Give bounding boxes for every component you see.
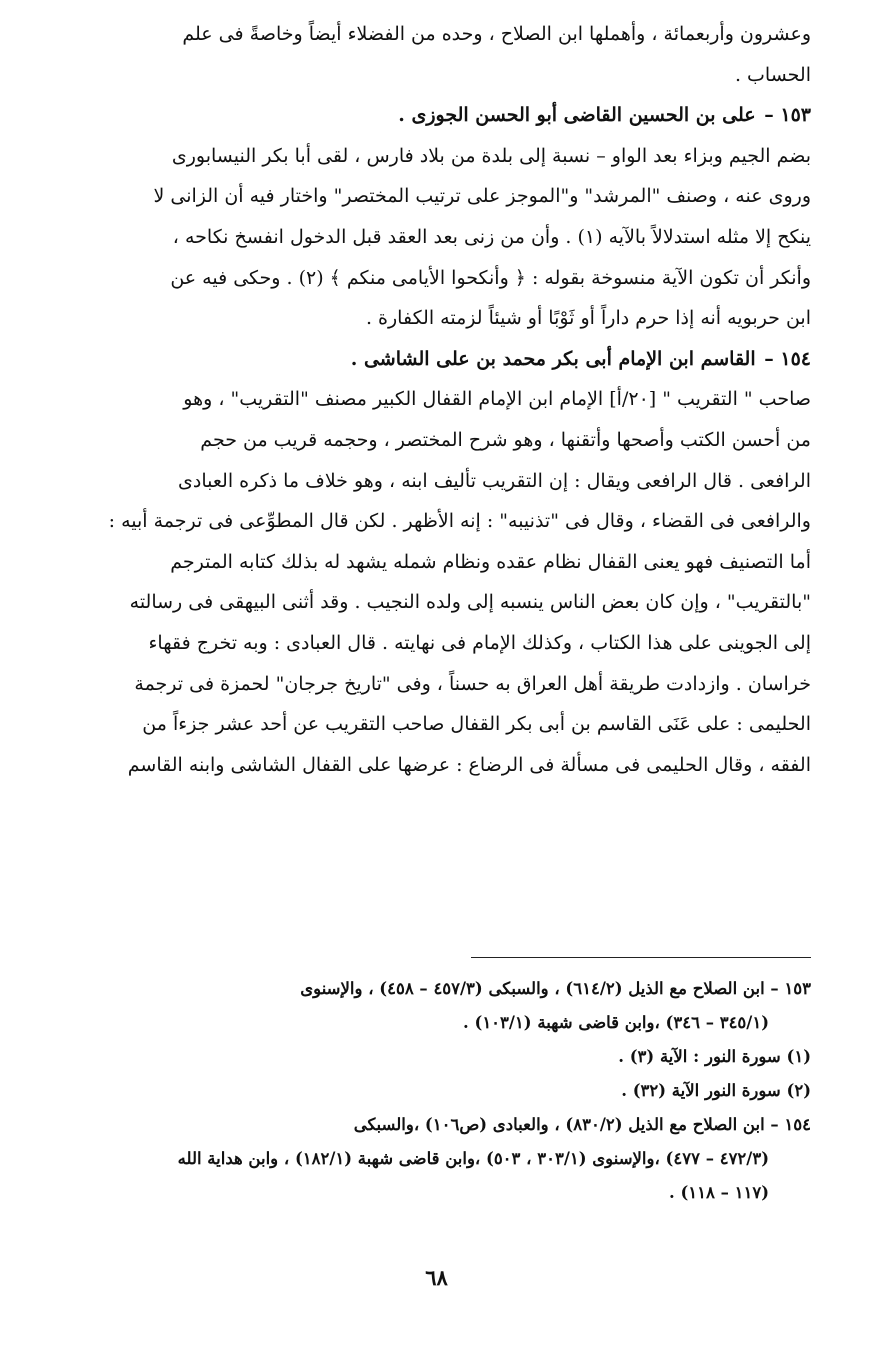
entry-title: القاسم ابن الإمام أبى بكر محمد بن على الشاشى . bbox=[350, 347, 756, 370]
main-text bbox=[58, 14, 811, 785]
text-line: من أحسن الكتب وأصحها وأتقنها ، وهو شرح المختصر ، وحجمه قريب من حجم bbox=[200, 428, 811, 451]
footnote-line: (١١٧ – ١١٨) . bbox=[668, 1183, 769, 1202]
footnote-line: (٣٤٥/١ – ٣٤٦) ،وابن قاضى شهبة (١٠٣/١) . bbox=[463, 1013, 769, 1032]
footnote-divider bbox=[471, 957, 811, 958]
text-line: "بالتقريب" ، وإن كان بعض الناس ينسبه إلى ولده النجيب . وقد أثنى البيهقى فى رسالته bbox=[129, 591, 811, 614]
footnote-line: (٤٧٢/٣ – ٤٧٧) ،والإسنوى (٣٠٣/١ ، ٥٠٣) ،وابن قاضى شهبة (١٨٢/١) ، وابن هداية الله bbox=[177, 1149, 769, 1168]
text-line: وعشرون وأربعمائة ، وأهملها ابن الصلاح ، وحده من الفضلاء أيضاً وخاصةً فى علم bbox=[182, 23, 811, 45]
entry-heading-154 bbox=[58, 339, 811, 380]
text-line: الفقه ، وقال الحليمى فى مسألة فى الرضاع : عرضها على القفال الشاشى وابنه القاسم bbox=[127, 753, 811, 776]
footnotes bbox=[58, 972, 811, 1210]
text-line: الحليمى : على عَنَى القاسم بن أبى بكر القفال صاحب التقريب عن أحد عشر جزءاً من bbox=[142, 713, 811, 736]
footnote-line: ١٥٣ – ابن الصلاح مع الذيل (٦١٤/٢) ، والسبكى (٤٥٧/٣ – ٤٥٨) ، والإسنوى bbox=[300, 979, 811, 998]
text-line: وأنكر أن تكون الآية منسوخة بقوله : ﴿ وأنكحوا الأيامى منكم ﴾ (٢) . وحكى فيه عن bbox=[170, 266, 811, 289]
footnote-line: ١٥٤ – ابن الصلاح مع الذيل (٨٣٠/٢) ، والعبادى (ص١٠٦) ،والسبكى bbox=[353, 1115, 811, 1134]
text-line: وروى عنه ، وصنف "المرشد" و"الموجز على ترتيب المختصر" واختار فيه أن الزانى لا bbox=[153, 185, 811, 208]
text-line: ابن حربويه أنه إذا حرم داراً أو ثَوْبًا أو شيئاً لزمته الكفارة . bbox=[365, 307, 811, 330]
entry-number: ١٥٤ – bbox=[764, 347, 811, 370]
entry-number: ١٥٣ – bbox=[764, 104, 811, 127]
text-line: الحساب . bbox=[734, 63, 811, 86]
text-line: ينكح إلا مثله استدلالاً بالآيه (١) . وأن من زنى بعد العقد قبل الدخول انفسخ نكاحه ، bbox=[172, 225, 811, 248]
page-number: ٦٨ bbox=[425, 1265, 448, 1290]
footnote-line: (٢) سورة النور الآية (٣٢) . bbox=[621, 1081, 811, 1100]
entry-title: على بن الحسين القاضى أبو الحسن الجوزى . bbox=[398, 104, 756, 127]
text-line: الرافعى . قال الرافعى ويقال : إن التقريب تأليف ابنه ، وهو خلاف ما ذكره العبادى bbox=[178, 469, 811, 492]
text-line: إلى الجوينى على هذا الكتاب ، وكذلك الإمام فى نهايته . قال العبادى : وبه تخرج فقهاء bbox=[148, 631, 811, 654]
text-line: أما التصنيف فهو يعنى القفال نظام عقده ونظام شمله يشهد له بذلك كتابه المترجم bbox=[170, 550, 811, 573]
text-line: والرافعى فى القضاء ، وقال فى "تذنيبه" : إنه الأظهر . لكن قال المطوِّعى فى ترجمة أبيه : bbox=[108, 510, 811, 533]
text-line: بضم الجيم وبزاء بعد الواو – نسبة إلى بلدة من بلاد فارس ، لقى أبا بكر النيسابورى bbox=[171, 144, 811, 167]
footnote-line: (١) سورة النور : الآية (٣) . bbox=[618, 1047, 811, 1066]
entry-heading-153 bbox=[58, 95, 811, 136]
text-line: خراسان . وازدادت طريقة أهل العراق به حسناً ، وفى "تاريخ جرجان" لحمزة فى ترجمة bbox=[134, 672, 811, 695]
text-line: صاحب " التقريب " [٢٠/أ] الإمام ابن الإمام القفال الكبير مصنف "التقريب" ، وهو bbox=[183, 388, 811, 411]
